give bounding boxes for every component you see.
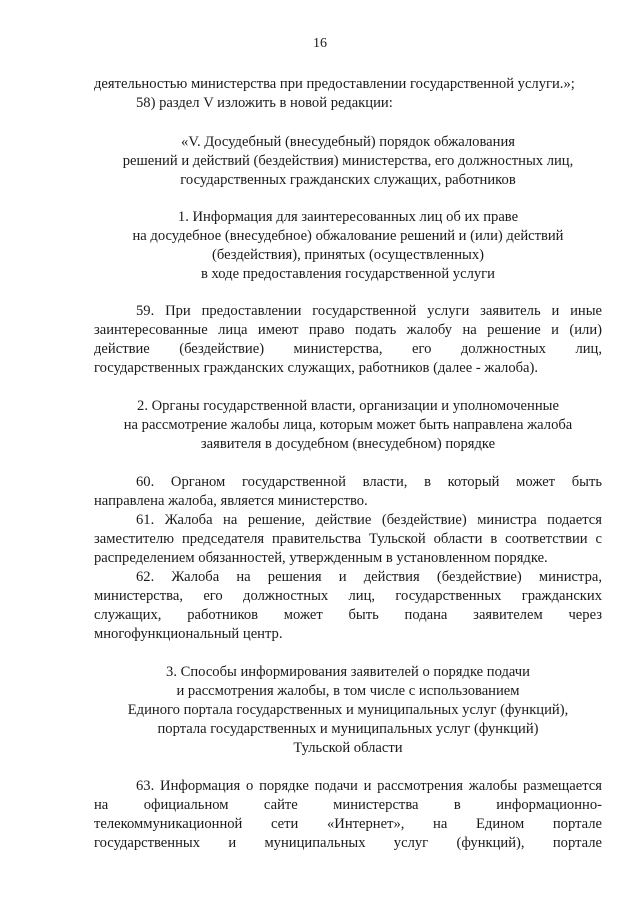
text-line: телекоммуникационной сети «Интернет», на Едином портале — [94, 816, 602, 832]
text-line: заинтересованные лица имеют право подать жалобу на решение и (или) — [94, 322, 602, 338]
intro-paragraph — [94, 75, 602, 113]
subsection-1-title — [94, 208, 602, 284]
paragraph-59 — [94, 302, 602, 378]
heading-line: Тульской области — [293, 740, 403, 756]
heading-line: государственных гражданских служащих, работников — [180, 172, 516, 188]
text-line: распределением обязанностей, утвержденным в установленном порядке. — [94, 550, 548, 566]
text-line: государственных и муниципальных услуг (функций), портале — [94, 835, 602, 851]
heading-line: Единого портала государственных и муниципальных услуг (функций), — [127, 702, 569, 718]
page-number: 16 — [313, 36, 327, 51]
paragraph-62 — [94, 568, 602, 644]
heading-line: заявителя в досудебном (внесудебном) порядке — [200, 436, 496, 452]
text-line: на официальном сайте министерства в информационно- — [94, 797, 602, 813]
text-line: заместителю председателя правительства Тульской области в соответствии с — [94, 531, 602, 547]
heading-line: на досудебное (внесудебное) обжалование решений и (или) действий — [132, 228, 564, 244]
text-line: действие (бездействие) министерства, его должностных лиц, — [94, 341, 602, 357]
subsection-2-title — [94, 397, 602, 454]
text-line: государственных гражданских служащих, работников (далее - жалоба). — [94, 360, 539, 376]
heading-line: 2. Органы государственной власти, организации и уполномоченные — [137, 398, 559, 414]
heading-line: 3. Способы информирования заявителей о порядке подачи — [166, 664, 530, 680]
heading-line: и рассмотрения жалобы, в том числе с использованием — [176, 683, 520, 699]
subsection-3-title — [94, 663, 602, 758]
text-line: министерства, его должностных лиц, государственных гражданских — [94, 588, 602, 604]
heading-line: решений и действий (бездействия) министерства, его должностных лиц, — [122, 153, 574, 169]
text-line: 60. Органом государственной власти, в который может быть — [136, 474, 602, 490]
heading-line: на рассмотрение жалобы лица, которым может быть направлена жалоба — [123, 417, 573, 433]
item-58: 58) раздел V изложить в новой редакции: — [136, 95, 393, 111]
heading-line: портала государственных и муниципальных услуг (функций) — [157, 721, 539, 737]
paragraph-60 — [94, 473, 602, 511]
section-title — [94, 133, 602, 190]
text-line: 62. Жалоба на решения и действия (бездействие) министра, — [136, 569, 602, 585]
text-line: служащих, работников может быть подана заявителем через — [94, 607, 602, 623]
paragraph-63 — [94, 777, 602, 853]
text-line: 59. При предоставлении государственной услуги заявитель и иные — [136, 303, 602, 319]
page-content — [94, 75, 602, 853]
text-line: 63. Информация о порядке подачи и рассмотрения жалобы размещается — [136, 778, 602, 794]
text-line: многофункциональный центр. — [94, 626, 283, 642]
heading-line: 1. Информация для заинтересованных лиц об их праве — [177, 209, 519, 225]
text-line: деятельностью министерства при предоставлении государственной услуги.»; — [94, 76, 575, 92]
heading-line: в ходе предоставления государственной услуги — [201, 266, 495, 282]
text-line: 61. Жалоба на решение, действие (бездействие) министра подается — [136, 512, 602, 528]
paragraph-61 — [94, 511, 602, 568]
text-line: направлена жалоба, является министерство. — [94, 493, 368, 509]
heading-line: «V. Досудебный (внесудебный) порядок обжалования — [181, 134, 515, 150]
heading-line: (бездействия), принятых (осуществленных) — [211, 247, 485, 263]
